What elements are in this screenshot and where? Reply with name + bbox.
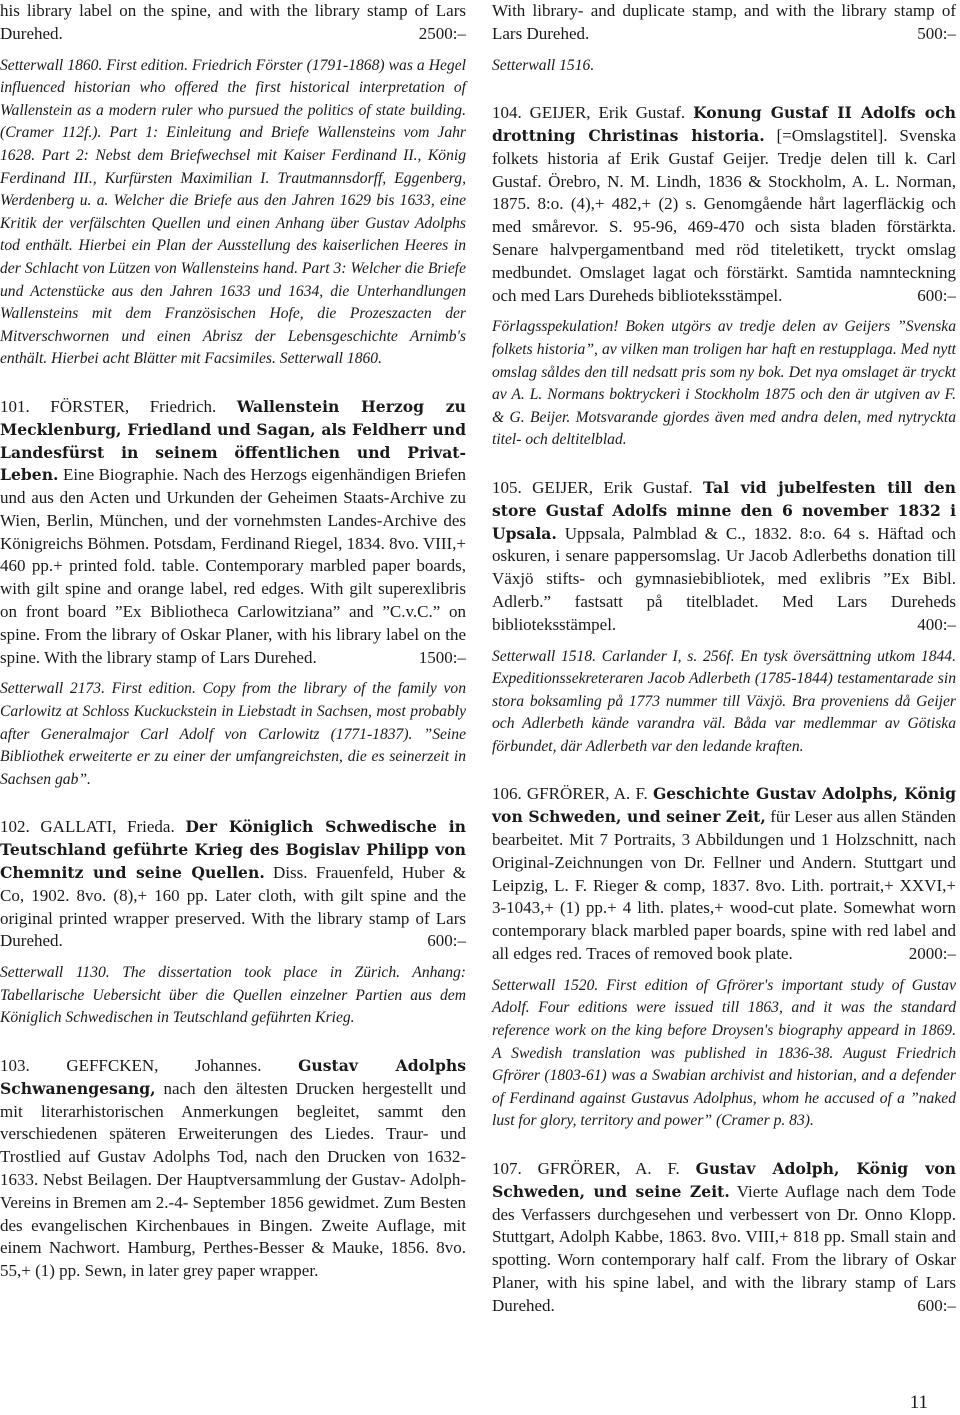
catalog-entry-107 <box>492 1158 956 1318</box>
entry-text: [=Omslagstitel]. Svenska folkets historia af Erik Gustaf Geijer. Tredje delen till k. Carl Gustaf. Örebro, N. M. Lindh, 1836 & Stockholm, A. L. Norman, 1875. 8:o. (4),+ 482,+ (2) s. Genomgående hårt lagerfläckig och med smårevor. S. 95-96, 469-470 och sista bladen förstärkta. Senare halvpergamentband med röd titeletikett, tryckt omslag medbundet. Omslaget lagat och förstärkt. Samtida namnteckning och med Lars Dureheds biblioteksstämpel. <box>492 125 956 305</box>
entry-head: 104. GEIJER, Erik Gustaf. <box>492 103 686 123</box>
right-column <box>492 0 956 1318</box>
price: 1500:– <box>418 647 466 667</box>
entry-head: 105. GEIJER, Erik Gustaf. <box>492 477 693 497</box>
entry-note: Setterwall 1518. Carlander I, s. 256f. En tysk översättning utkom 1844. Expeditionssekreteraren Jacob Adlerbeth (1785-1844) testamentarade sin stora boksamling på 1773 nummer till Växjö. Bra proveniens då Geijer och Adlerbeth kände varandra väl. Båda var medlemmar av Götiska förbundet, där Adlerbeth var den ledande kraften. <box>492 647 956 755</box>
entry-title: Geschichte Gustav Adolphs, König von Schweden, und seiner Zeit, <box>492 784 957 827</box>
price: 600:– <box>917 1295 956 1315</box>
catalog-entry-104 <box>492 102 956 452</box>
entry-note: Förlagsspekulation! Boken utgörs av tredje delen av Geijers ”Svenska folkets historia”, av vilken man troligen har haft en restupplaga. Med nytt omslag såldes den till nedsatt pris som ny bok. Det nya omslaget är tryckt av A. L. Normans boktryckeri i Stockholm 1875 och den är utgiven av F. & G. Beijer. Motsvarande gjordes även med andra delen, med nytryckta titel- och deltitelblad. <box>492 318 956 449</box>
entry-note: Setterwall 1130. The dissertation took place in Zürich. Anhang: Tabellarische Uebersicht über die Quellen einzelner Partien aus dem Königlich Schwedischen in Teutschland geführten Krieg. <box>0 964 466 1027</box>
entry-head: 106. GFRÖRER, A. F. <box>492 784 648 804</box>
continued-entry <box>0 0 466 371</box>
page-number: 11 <box>909 1392 928 1413</box>
entry-title: Der Königlich Schwedische in Teutschland geführte Krieg des Bogislav Philipp von Chemnitz und seine Quellen. <box>0 817 466 883</box>
catalog-entry-102 <box>0 816 466 1030</box>
catalog-entry-103 <box>0 1055 466 1283</box>
entry-title: Wallenstein Herzog zu Mecklenburg, Friedland und Sagan, als Feldherr und Landesfürst in seinem öffentlichen und Privat-Leben. <box>0 396 466 485</box>
price: 2500:– <box>418 23 466 43</box>
entry-text: With library- and duplicate stamp, and with the library stamp of Lars Durehed. <box>492 1 956 43</box>
catalog-entry-101 <box>0 396 466 792</box>
entry-note: Setterwall 1860. First edition. Friedrich Förster (1791-1868) was a Hegel influenced historian who offered the first historical interpretation of Wallenstein as a modern ruler who pursued the politics of state building. (Cramer 112f.). Part 1: Einleitung and Briefe Wallensteins vom Jahr 1628. Part 2: Nebst dem Briefwechsel mit Kaiser Ferdinand II., König Ferdinand III., Kurfürsten Maximilian I. Trautmannsdorff, Eggenberg, Werdenberg u. a. Welcher die Briefe aus den Jahren 1629 bis 1633, eine Kritik der verfälschten Quellen und einen Anhang über Gustav Adolphs tod enthält. Hierbei ein Plan der Ausstellung des kaiserlichen Heeres in der Schlacht von Lützen von Wallensteins hand. Part 3: Welcher die Briefe und Actenstücke aus den Jahren 1633 und 1634, die Unterhandlungen Wallensteins mit dem Französischen Hofe, die Prozeszacten der Mitverschwornen und einen Abrisz der Lebensgeschichte Arnimb's enthält. Hierbei acht Blätter mit Facsimiles. Setterwall 1860. <box>0 56 466 368</box>
entry-title: Gustav Adolphs Schwanengesang, <box>0 1056 466 1098</box>
continued-entry <box>492 0 956 77</box>
catalog-entry-105 <box>492 477 956 759</box>
entry-text: Vierte Auflage nach dem Tode des Verfassers durchgesehen und verbessert von Dr. Onno Klopp. Stuttgart, Adolph Kabbe, 1863. 8vo. VIII,+ 818 pp. Small stain and spotting. Worn contemporary half calf. From the library of Oskar Planer, with his spine label, and with the library stamp of Lars Durehed. <box>492 1181 956 1315</box>
entry-text: Diss. Frauenfeld, Huber & Co, 1902. 8vo. (8),+ 160 pp. Later cloth, with gilt spine and the original printed wrapper preserved. With the library stamp of Lars Durehed. <box>0 863 466 951</box>
price: 600:– <box>427 931 466 951</box>
entry-note: Setterwall 1520. First edition of Gfrörer's important study of Gustav Adolf. Four editions were issued till 1863, and it was the standard reference work on the king before Droysen's biography appeard in 1869. A Swedish translation was published in 1836-38. August Friedrich Gfrörer (1803-61) was a Swabian archivist and historian, and a defender of Ferdinand against Gustavus Adolphus, whom he accused of a ”naked lust for glory, territory and power” (Cramer p. 83). <box>492 976 956 1130</box>
entry-title: Gustav Adolph, König von Schweden, und seine Zeit. <box>492 1159 957 1201</box>
entry-title: Konung Gustaf II Adolfs och drottning Christinas historia. <box>492 103 956 145</box>
left-column <box>0 0 466 1283</box>
entry-head: 102. GALLATI, Frieda. <box>0 817 175 837</box>
entry-text: Uppsala, Palmblad & C., 1832. 8:o. 64 s. Häftad och oskuren, i senare pappersomslag. Ur Jacob Adlerbeths donation till Växjö stifts- och gymnasiebibliotek, med exlibris ”Ex Bibl. Adlerb.” fastsatt på titelbladet. Med Lars Dureheds biblioteksstämpel. <box>492 523 956 634</box>
entry-text: für Leser aus allen Ständen bearbeitet. Mit 7 Portraits, 3 Abbildungen und 1 Holzschnitt, nach Original-Zeichnungen von Dr. Fellner und Andern. Stuttgart und Leipzig, L. F. Rieger & comp, 1837. 8vo. Lith. portrait,+ XXVI,+ 3-1043,+ (1) pp.+ 4 lith. plates,+ wood-cut plate. Somewhat worn contemporary black marbled paper boards, spine with red label and all edges red. Traces of removed book plate. <box>492 807 956 964</box>
price: 400:– <box>917 614 956 634</box>
catalog-entry-106 <box>492 783 956 1133</box>
price: 500:– <box>917 23 956 43</box>
entry-head: 101. FÖRSTER, Friedrich. <box>0 396 217 416</box>
price: 2000:– <box>908 944 956 964</box>
entry-head: 103. GEFFCKEN, Johannes. <box>0 1056 262 1075</box>
entry-text: nach den ältesten Drucken hergestellt und mit literarhistorischen Anmerkungen begleitet, sammt den verschiedenen späteren Erweiterungen des Liedes. Traur- und Trostlied auf Gustav Adolphs Tod, nach den Drucken von 1632-1633. Nebst Beilagen. Der Hauptversammlung der Gustav- Adolph-Vereins in Bremen am 2.-4- September 1856 gewidmet. Zum Besten des evangelischen Kirchenbaues in Bingen. Zweite Auflage, mit einem Nachwort. Hamburg, Perthes-Besser & Mauke, 1856. 8vo. 55,+ (1) pp. Sewn, in later grey paper wrapper. <box>0 1078 466 1281</box>
entry-head: 107. GFRÖRER, A. F. <box>492 1159 680 1178</box>
entry-title: Tal vid jubelfesten till den store Gustaf Adolfs minne den 6 november 1832 i Upsala. <box>492 477 956 543</box>
price: 600:– <box>917 285 956 305</box>
entry-note: Setterwall 2173. First edition. Copy from the library of the family von Carlowitz at Schloss Kuckuckstein in Liebstadt in Sachsen, most probably after Generalmajor Carl Adolf von Carlowitz (1771-1837). ”Seine Bibliothek erweiterte er zu einer der umfangreichsten, die es seinerzeit in Sachsen gab”. <box>0 680 466 788</box>
entry-text: Eine Biographie. Nach des Herzogs eigenhändigen Briefen und aus den Acten und Urkunden der Geheimen Staats-Archive zu Wien, Berlin, München, und der vornehmsten Landes-Archive des Königreichs Böhmen. Potsdam, Ferdinand Riegel, 1834. 8vo. VIII,+ 460 pp.+ printed fold. table. Contemporary marbled paper boards, with gilt spine and orange label, red edges. With gilt superexlibris on front board ”Ex Bibliotheca Carlowitziana” and ”C.v.C.” on spine. From the library of Oskar Planer, with his library label on the spine. With the library stamp of Lars Durehed. <box>0 465 467 667</box>
entry-note: Setterwall 1516. <box>492 56 595 74</box>
entry-text: his library label on the spine, and with the library stamp of Lars Durehed. <box>0 1 466 43</box>
